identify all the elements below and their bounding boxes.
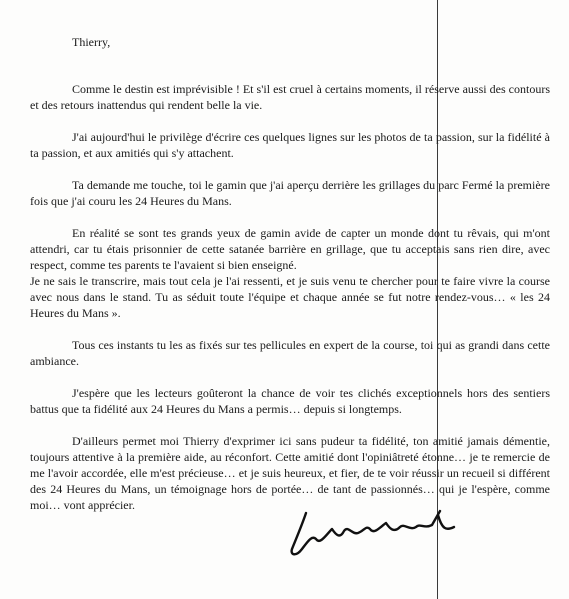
paragraph-2: J'ai aujourd'hui le privilège d'écrire ces quelques lignes sur les photos de ta passion, sur la fidélité à ta passion, et aux amitiés qui s'y attachent. bbox=[30, 130, 550, 160]
handwritten-signature bbox=[282, 505, 482, 565]
paragraph-1: Comme le destin est imprévisible ! Et s'il est cruel à certains moments, il réserve aussi des contours et des retours inattendus qui rendent belle la vie. bbox=[30, 82, 550, 112]
paragraph-4: En réalité se sont tes grands yeux de gamin avide de capter un monde dont tu rêvais, qui m'ont attendri, car tu étais prisonnier de cette satanée barrière en grillage, que tu acceptais sans rien dire, avec respect, comme tes parents te l'avaient si bien enseigné. bbox=[30, 226, 550, 272]
paragraph-5: Je ne sais le transcrire, mais tout cela je l'ai ressenti, et je suis venu te chercher pour te faire vivre la course avec nous dans le stand. Tu as séduit toute l'équipe et chaque année se fut notre rendez-vous… « les 24 Heures du Mans ». bbox=[30, 274, 550, 320]
paragraph-7: J'espère que les lecteurs goûteront la chance de voir tes clichés exceptionnels hors des sentiers battus que ta fidélité aux 24 Heures du Mans a permis… depuis si longtemps. bbox=[30, 386, 550, 416]
paragraph-3: Ta demande me touche, toi le gamin que j'ai aperçu derrière les grillages du parc Fermé la première fois que j'ai couru les 24 Heures du Mans. bbox=[30, 178, 550, 208]
letter-body bbox=[30, 34, 550, 513]
signature-stroke bbox=[292, 511, 454, 554]
paragraph-6: Tous ces instants tu les as fixés sur tes pellicules en expert de la course, toi qui as grandi dans cette ambiance. bbox=[30, 338, 550, 368]
salutation: Thierry, bbox=[72, 35, 111, 49]
paragraph-8: D'ailleurs permet moi Thierry d'exprimer ici sans pudeur ta fidélité, ton amitié jamais démentie, toujours attentive à la première aide, au réconfort. Cette amitié dont l'opiniâtreté étonne… je te remercie de me l'avoir accordée, elle m'est précieuse… et je suis heureux, et fier, de te voir réussir un recueil si différent des 24 Heures du Mans, un témoignage hors de portée… de tant de passionnés… qui je l'espère, comme moi… vont apprécier. bbox=[30, 434, 550, 512]
